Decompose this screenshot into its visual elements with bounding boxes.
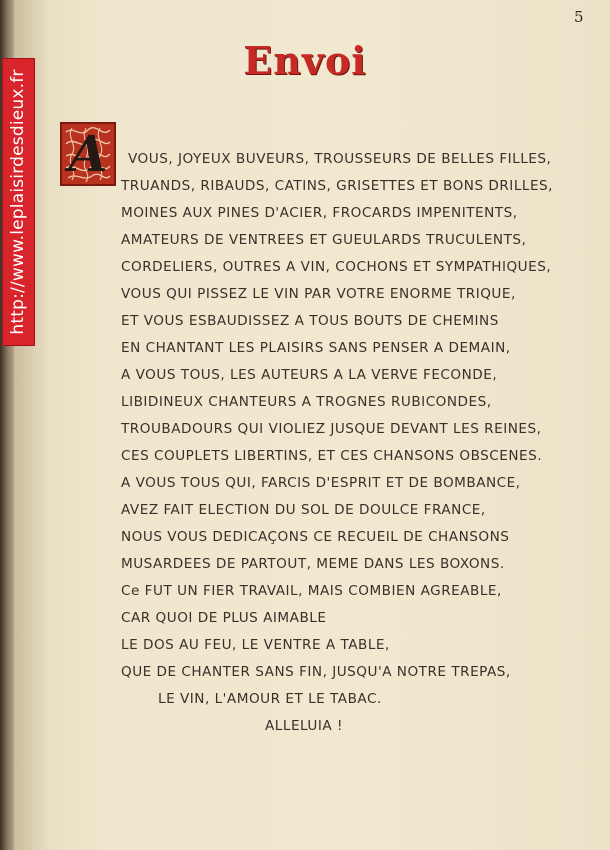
poem-line: CORDELIERS, OUTRES A VIN, COCHONS ET SYMPATHIQUES, <box>121 259 552 275</box>
poem-line: AMATEURS DE VENTREES ET GUEULARDS TRUCULENTS, <box>121 232 527 248</box>
watermark-url: http://www.leplaisirdesdieux.fr <box>8 69 28 335</box>
poem-line: VOUS QUI PISSEZ LE VIN PAR VOTRE ENORME TRIQUE, <box>121 286 516 302</box>
illuminated-drop-cap <box>60 122 116 186</box>
poem-line: A VOUS TOUS, LES AUTEURS A LA VERVE FECONDE, <box>121 367 498 383</box>
poem-line: CES COUPLETS LIBERTINS, ET CES CHANSONS OBSCENES. <box>121 448 543 464</box>
poem-line: VOUS, JOYEUX BUVEURS, TROUSSEURS DE BELLES FILLES, <box>128 151 552 167</box>
poem-line: AVEZ FAIT ELECTION DU SOL DE DOULCE FRANCE, <box>121 502 486 518</box>
poem-line: Ce FUT UN FIER TRAVAIL, MAIS COMBIEN AGREABLE, <box>121 583 502 599</box>
poem-line: ET VOUS ESBAUDISSEZ A TOUS BOUTS DE CHEMINS <box>121 313 499 329</box>
poem-line: NOUS VOUS DEDICAÇONS CE RECUEIL DE CHANSONS <box>121 529 510 545</box>
poem-line: MUSARDEES DE PARTOUT, MEME DANS LES BOXONS. <box>121 556 505 572</box>
poem-line: EN CHANTANT LES PLAISIRS SANS PENSER A DEMAIN, <box>121 340 511 356</box>
site-watermark <box>2 58 35 346</box>
poem-line: TROUBADOURS QUI VIOLIEZ JUSQUE DEVANT LES REINES, <box>121 421 542 437</box>
poem-line: LE VIN, L'AMOUR ET LE TABAC. <box>158 691 382 707</box>
poem-line: LE DOS AU FEU, LE VENTRE A TABLE, <box>121 637 390 653</box>
poem-line: TRUANDS, RIBAUDS, CATINS, GRISETTES ET BONS DRILLES, <box>121 178 553 194</box>
page-number: 5 <box>574 8 584 26</box>
poem-line: CAR QUOI DE PLUS AIMABLE <box>121 610 327 626</box>
poem-line: ALLELUIA ! <box>265 718 343 734</box>
poem-line: MOINES AUX PINES D'ACIER, FROCARDS IMPENITENTS, <box>121 205 518 221</box>
page-title: Envoi <box>243 38 367 83</box>
poem-line: QUE DE CHANTER SANS FIN, JUSQU'A NOTRE TREPAS, <box>121 664 511 680</box>
poem-line: A VOUS TOUS QUI, FARCIS D'ESPRIT ET DE BOMBANCE, <box>121 475 521 491</box>
drop-cap-letter: A <box>68 124 108 183</box>
poem-line: LIBIDINEUX CHANTEURS A TROGNES RUBICONDES, <box>121 394 492 410</box>
